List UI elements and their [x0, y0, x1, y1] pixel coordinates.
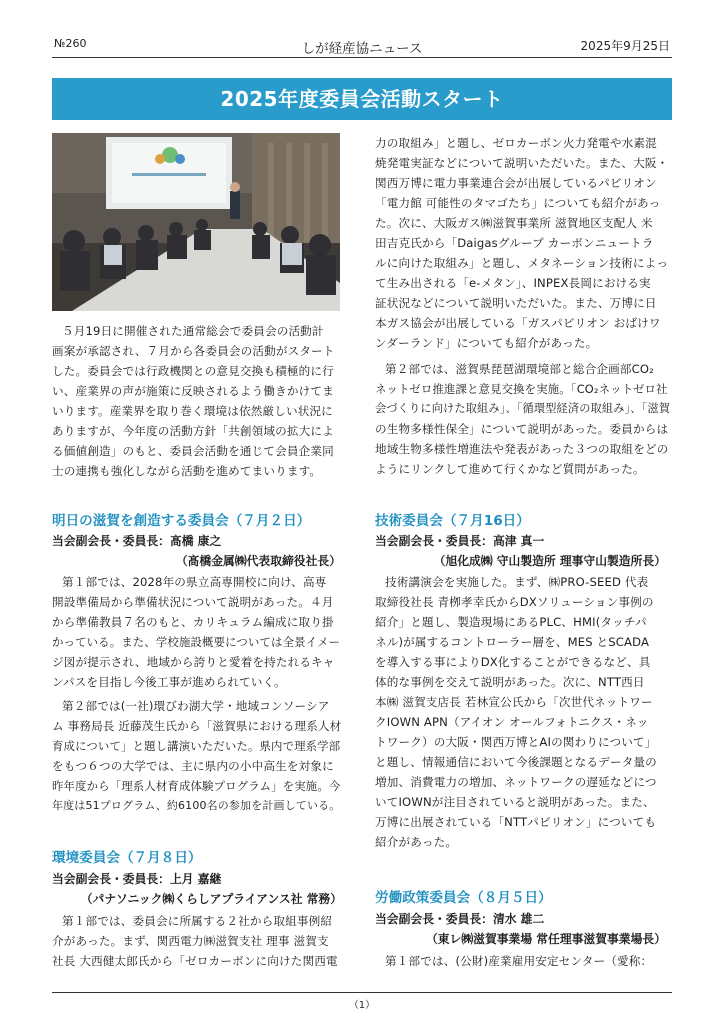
section-chair: 当会副会長・委員長：髙橋 康之 — [52, 534, 222, 548]
intro-line: い、産業界の声が施策に反映されるよう働きかけてま — [52, 384, 334, 398]
body-line: 紹介」と題し、製造現場にあるPLC、HMI(タッチパ — [375, 615, 647, 629]
body-line: 第２部では(一社)環びわ湖大学・地域コンソーシア — [62, 699, 330, 713]
intro-line: ありますが、今年度の活動方針「共創領域の拡大によ — [52, 424, 334, 438]
issue-date: 2025年9月25日 — [580, 39, 670, 53]
body-line: ム 事務局長 近藤茂生氏から「滋賀県における理系人材 — [52, 719, 342, 733]
body-line: 関西万博に電力事業連合会が出展しているパビリオン — [375, 176, 657, 190]
body-line: 第２部では、滋賀県琵琶湖環境部と総合企画部CO₂ — [385, 362, 654, 376]
body-line: 年度は51プログラム、約6100名の参加を計画している。 — [52, 799, 341, 812]
body-line: 焼発電実証などについて説明いただいた。また、大阪・ — [375, 156, 669, 170]
section-title: 環境委員会（７月８日） — [52, 850, 202, 866]
intro-line: 画案が承認され、７月から各委員会の活動がスタート — [52, 344, 335, 358]
intro-line: した。委員会では行政機関との意見交換も積極的に行 — [52, 364, 334, 378]
body-line: 体的な事例を交えて説明があった。次に、NTT西日 — [375, 675, 645, 689]
intro-line: 士の連携も強化しながら活動を進めてまいります。 — [52, 464, 322, 478]
section-chair-org: （パナソニック㈱くらしアプライアンス社 常務） — [80, 892, 342, 906]
body-line: 昨年度から「理系人材育成体験プログラム」を実施。今 — [52, 779, 341, 793]
section-title: 技術委員会（７月16日） — [375, 513, 530, 529]
body-line: 「電力館 可能性のタマゴたち」についても紹介があっ — [375, 196, 661, 210]
body-line: 第１部では、2028年の県立高専開校に向け、高専 — [62, 575, 327, 589]
section-chair-org: （旭化成㈱ 守山製造所 理事守山製造所長） — [433, 554, 666, 568]
footer-rule — [52, 992, 672, 993]
body-line: 力の取組み」と題し、ゼロカーボン火力発電や水素混 — [375, 136, 657, 150]
body-line: 育成について」と題し講演いただいた。県内で理系学部 — [52, 739, 341, 753]
headline-title: 2025年度委員会活動スタート — [220, 87, 504, 111]
intro-line: る価値創造」のもと、委員会活動を通じて会員企業同 — [52, 444, 334, 458]
section-title: 明日の滋賀を創造する委員会（７月２日） — [52, 513, 311, 529]
section-chair: 当会副会長・委員長：上月 嘉継 — [52, 872, 222, 886]
body-line: 社長 大西健太郎氏から「ゼロカーボンに向けた関西電 — [52, 954, 338, 968]
section-chair-org: （東レ㈱滋賀事業場 常任理事滋賀事業場長） — [425, 932, 666, 946]
section-chair-org: （髙橋金属㈱代表取締役社長） — [175, 554, 341, 568]
body-line: 増加、消費電力の増加、ネットワークの遅延などにつ — [375, 775, 657, 789]
body-line: ようにリンクして進めて行くかなど質問があった。 — [375, 462, 645, 476]
body-line: から準備教員７名のもと、カリキュラム編成に取り掛 — [52, 615, 334, 629]
page-number: （1） — [348, 1000, 376, 1011]
body-line: 田吉克氏から「Daigasグループ カーボンニュートラ — [375, 236, 654, 250]
body-line: 証状況などについて説明いただいた。また、万博に日 — [375, 296, 657, 310]
body-line: 地域生物多様性増進法や発表があった３つの取組をどの — [375, 442, 669, 456]
body-line: の生物多様性保全」について説明があった。委員からは — [375, 422, 669, 436]
section-chair: 当会副会長・委員長：高津 真一 — [375, 534, 545, 548]
body-line: を導入する事によりDX化することができるなど、具 — [375, 655, 651, 669]
body-line: 技術講演会を実施した。まず、㈱PRO-SEED 代表 — [385, 575, 649, 589]
meeting-photo — [52, 133, 340, 311]
body-line: 万博に出展されている「NTTパビリオン」についても — [375, 815, 657, 829]
body-line: いてIOWNが注目されていると説明があった。また、 — [375, 795, 655, 809]
body-line: トワーク）の大阪・関西万博とAIの関わりについて」 — [375, 735, 657, 749]
body-line: 第１部では、(公財)産業雇用安定センター（愛称： — [385, 954, 653, 968]
body-line: 第１部では、委員会に所属する２社から取組事例紹 — [62, 914, 333, 928]
body-line: ネットゼロ推進課と意見交換を実施。「CO₂ネットゼロ社 — [375, 382, 668, 396]
body-line: かっている。また、学校施設概要については全景イメー — [52, 635, 341, 649]
body-line: ンパスを目指し今後工事が進められていく。 — [52, 675, 286, 689]
body-line: 本㈱ 滋賀支店長 若林宣公氏から「次世代ネットワー — [375, 695, 653, 709]
body-line: 本ガス協会が出展している「ガスパビリオン おばけワ — [375, 316, 661, 330]
section-chair: 当会副会長・委員長：清水 雄二 — [375, 912, 545, 926]
body-line: 会づくりに向けた取組み」、「循環型経済の取組み」、「滋賀 — [375, 402, 671, 415]
meeting-photo-image — [52, 133, 340, 311]
intro-line: ５月19日に開催された通常総会で委員会の活動計 — [62, 324, 324, 338]
body-line: ジ図が提示され、地域から誇りと愛着を持たれるキャ — [52, 655, 335, 669]
body-line: と題し、情報通信において今後課題となるデータ量の — [375, 755, 657, 769]
body-line: ンダーランド」についても紹介があった。 — [375, 336, 598, 350]
body-line: 開設準備局から準備状況について説明があった。４月 — [52, 595, 334, 609]
newsletter-title: しが経産協ニュース — [301, 41, 423, 57]
body-line: ネル)が属するコントローラー層を、MES とSCADA — [375, 635, 650, 649]
headline-banner — [52, 78, 672, 120]
body-line: た。次に、大阪ガス㈱滋賀事業所 滋賀地区支配人 米 — [375, 216, 653, 230]
body-line: 取締役社長 青栁孝幸氏からDXソリューション事例の — [375, 595, 654, 609]
header-rule — [52, 57, 672, 58]
body-line: て生み出される「e-メタン」、INPEX長岡における実 — [375, 276, 651, 290]
body-line: をもつ６つの大学では、主に県内の小中高生を対象に — [52, 759, 334, 773]
body-line: 紹介があった。 — [375, 835, 458, 849]
body-line: クIOWN APN（アイオン オールフォトニクス・ネッ — [375, 715, 649, 729]
section-title: 労働政策委員会（８月５日） — [375, 890, 552, 906]
issue-number: №260 — [54, 37, 87, 50]
body-line: 介があった。まず、関西電力㈱滋賀支社 理事 滋賀支 — [52, 934, 329, 948]
body-line: ルに向けた取組み」と題し、メタネーション技術によっ — [375, 256, 669, 270]
intro-line: いります。産業界を取り巻く環境は依然厳しい状況に — [52, 404, 333, 418]
